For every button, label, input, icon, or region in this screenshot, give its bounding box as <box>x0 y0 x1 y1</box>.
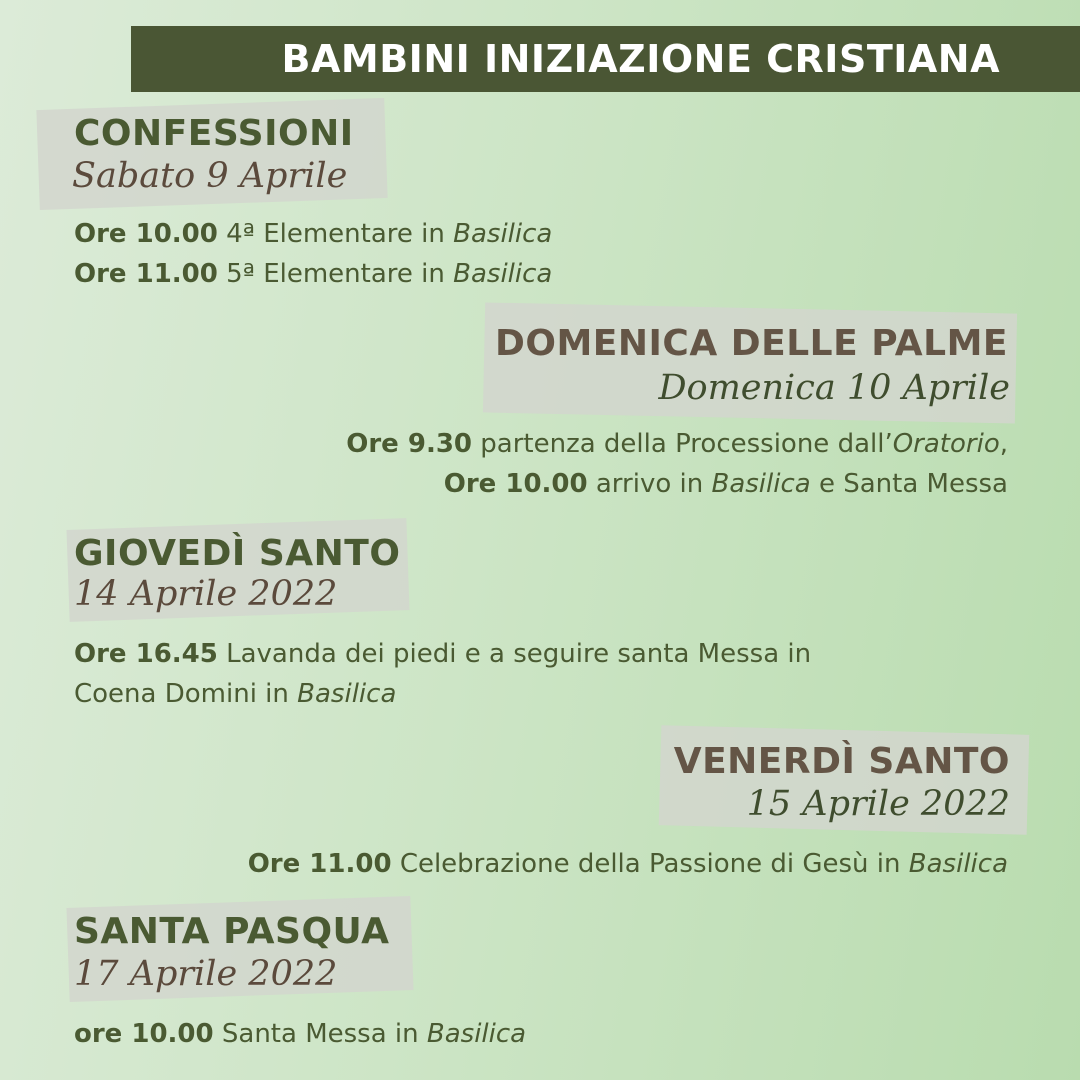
line-time: Ore 9.30 <box>346 429 473 459</box>
section-title: CONFESSIONI <box>74 113 354 154</box>
section-title: DOMENICA DELLE PALME <box>494 323 1008 364</box>
section-date: 17 Aprile 2022 <box>74 954 338 994</box>
line-time: ore 10.00 <box>74 1019 214 1049</box>
line-place: Basilica <box>426 1019 527 1049</box>
schedule-line <box>74 1014 526 1054</box>
section-tag-confessioni <box>38 104 386 204</box>
schedule-line <box>444 464 1008 504</box>
section-date: 15 Aprile 2022 <box>746 784 1010 824</box>
line-place: Basilica <box>453 219 553 249</box>
schedule-line <box>74 254 552 294</box>
section-tag-palme <box>484 308 1016 418</box>
schedule-line <box>346 424 1008 464</box>
line-text: arrivo in <box>595 469 704 499</box>
line-time: Ore 11.00 <box>247 849 392 879</box>
line-time: Ore 16.45 <box>74 639 218 669</box>
line-text: partenza della Processione dall’ <box>480 429 893 459</box>
schedule-line <box>74 214 552 254</box>
section-tag-giovedi <box>68 524 408 616</box>
section-date: 14 Aprile 2022 <box>74 574 338 614</box>
section-title: SANTA PASQUA <box>74 911 390 952</box>
section-title: GIOVEDÌ SANTO <box>74 533 401 574</box>
line-text: Celebrazione della Passione di Gesù in <box>399 849 901 879</box>
line-place: Oratorio <box>892 429 1000 459</box>
section-date: Domenica 10 Aprile <box>658 368 1010 408</box>
line-text: Santa Messa in <box>221 1019 419 1049</box>
section-date: Sabato 9 Aprile <box>72 156 348 196</box>
line-text: Elementare in <box>263 259 445 289</box>
line-text: Coena Domini in <box>74 679 289 709</box>
line-time: Ore 10.00 <box>74 219 218 249</box>
line-class: 5ª <box>226 259 255 289</box>
line-end: e Santa Messa <box>818 469 1008 499</box>
line-place: Basilica <box>297 679 397 709</box>
schedule-line <box>248 844 1008 884</box>
banner-title: BAMBINI INIZIAZIONE CRISTIANA <box>281 37 1000 81</box>
line-text: Elementare in <box>263 219 445 249</box>
header-banner <box>131 26 1080 92</box>
schedule-line <box>74 674 396 714</box>
schedule-line <box>74 634 811 674</box>
line-time: Ore 11.00 <box>74 259 218 289</box>
line-end: , <box>999 429 1008 459</box>
section-title: VENERDÌ SANTO <box>673 741 1010 782</box>
section-tag-venerdi <box>660 730 1028 830</box>
line-place: Basilica <box>453 259 553 289</box>
line-text: Lavanda dei piedi e a seguire santa Messa in <box>226 639 812 669</box>
line-place: Basilica <box>711 469 811 499</box>
line-class: 4ª <box>226 219 255 249</box>
section-tag-pasqua <box>68 902 412 996</box>
line-place: Basilica <box>908 849 1008 879</box>
line-time: Ore 10.00 <box>443 469 588 499</box>
